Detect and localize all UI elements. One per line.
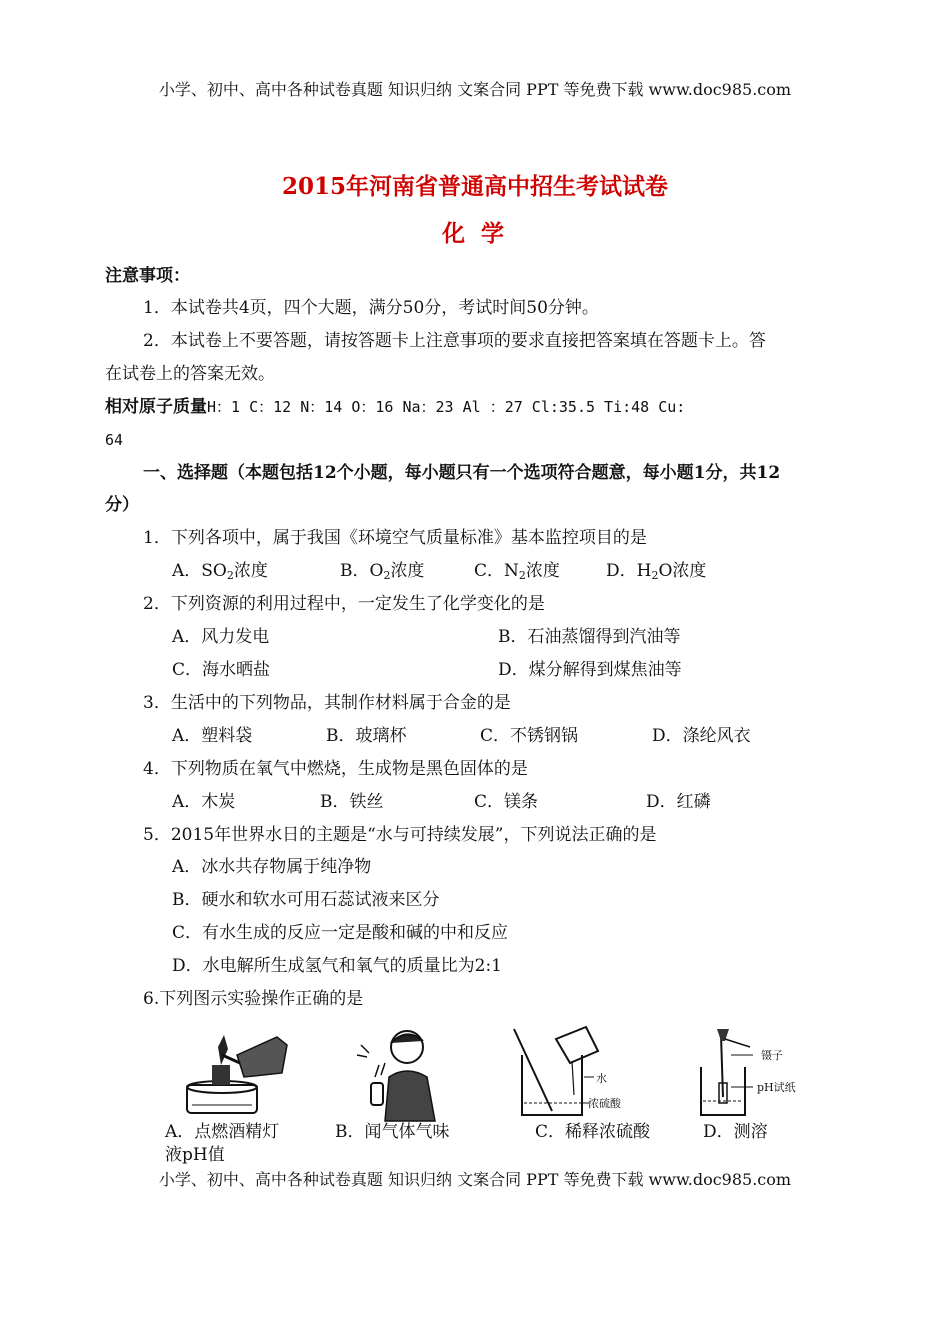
q2-option-c: C．海水晒盐	[172, 660, 271, 680]
q3-option-d: D．涤纶风衣	[652, 726, 751, 746]
page-footer: 小学、初中、高中各种试卷真题 知识归纳 文案合同 PPT 等免费下载 www.doc985.com	[158, 1170, 792, 1189]
figure-d-label-tweezers: 镊子	[761, 1049, 783, 1062]
notes-item-1: 1．本试卷共4页，四个大题，满分50分，考试时间50分钟。	[143, 298, 599, 318]
q6-stem: 6.下列图示实验操作正确的是	[143, 989, 364, 1009]
q6-option-c: C．稀释浓硫酸	[535, 1122, 651, 1142]
atomic-mass-cont: 64	[105, 431, 124, 449]
figure-measure-ph	[695, 1025, 815, 1125]
q2-option-b: B．石油蒸馏得到汽油等	[498, 627, 681, 647]
q5-option-b: B．硬水和软水可用石蕊试液来区分	[172, 890, 440, 910]
section-1-heading-cont: 分）	[105, 495, 139, 515]
q6-option-d: D．测溶	[703, 1122, 768, 1142]
q4-option-d: D．红磷	[646, 792, 711, 812]
notes-heading: 注意事项：	[105, 266, 190, 286]
q2-option-a: A．风力发电	[172, 627, 270, 647]
q4-option-a: A．木炭	[172, 792, 236, 812]
figure-smell-gas	[355, 1025, 450, 1125]
q1-stem: 1．下列各项中，属于我国《环境空气质量标准》基本监控项目的是	[143, 528, 647, 548]
exam-title: 2015年河南省普通高中招生考试试卷	[281, 173, 668, 200]
figure-c-label-water: 水	[596, 1072, 607, 1085]
atomic-mass-values: H：1 C：12 N：14 O：16 Na：23 Al ：27 Cl:35.5 Ti:48 Cu:	[207, 398, 686, 416]
q6-option-a: A．点燃酒精灯	[165, 1122, 280, 1142]
exam-subject: 化 学	[441, 220, 508, 247]
figure-dilute-acid	[512, 1025, 642, 1125]
notes-item-2: 2．本试卷上不要答题，请按答题卡上注意事项的要求直接把答案填在答题卡上。答	[143, 331, 766, 351]
figure-c-label-acid: 浓硫酸	[588, 1097, 621, 1110]
q3-option-a: A．塑料袋	[172, 726, 253, 746]
q1-option-d: D．$H_2O$浓度	[606, 561, 707, 582]
q4-option-c: C．镁条	[474, 792, 539, 812]
q5-stem: 5．2015年世界水日的主题是“水与可持续发展”，下列说法正确的是	[143, 825, 657, 845]
q6-option-b: B．闻气体气味	[335, 1122, 450, 1142]
notes-item-2-cont: 在试卷上的答案无效。	[105, 364, 275, 384]
q5-option-d: D．水电解所生成氢气和氧气的质量比为2:1	[172, 956, 502, 976]
q6-option-d-cont: 液pH值	[165, 1145, 225, 1165]
q1-option-a: A．$SO_2$浓度	[172, 561, 268, 582]
q4-option-b: B．铁丝	[320, 792, 384, 812]
q1-option-c: C．$N_2$浓度	[474, 561, 560, 582]
q5-option-a: A．冰水共存物属于纯净物	[172, 857, 372, 877]
q2-option-d: D．煤分解得到煤焦油等	[498, 660, 682, 680]
q3-stem: 3．生活中的下列物品，其制作材料属于合金的是	[143, 693, 511, 713]
q1-option-b: B．$O_2$浓度	[340, 561, 425, 582]
atomic-mass-label: 相对原子质量	[105, 397, 207, 417]
atomic-mass-line	[105, 396, 685, 418]
q3-option-c: C．不锈钢锅	[480, 726, 579, 746]
section-1-heading: 一、选择题（本题包括12个小题，每小题只有一个选项符合题意，每小题1分，共12	[143, 463, 781, 483]
q2-stem: 2．下列资源的利用过程中，一定发生了化学变化的是	[143, 594, 545, 614]
q4-stem: 4．下列物质在氧气中燃烧，生成物是黑色固体的是	[143, 759, 528, 779]
q5-option-c: C．有水生成的反应一定是酸和碱的中和反应	[172, 923, 509, 943]
figure-d-label-paper: pH试纸	[757, 1081, 796, 1094]
page-header: 小学、初中、高中各种试卷真题 知识归纳 文案合同 PPT 等免费下载 www.doc985.com	[158, 80, 792, 99]
q3-option-b: B．玻璃杯	[326, 726, 407, 746]
figure-alcohol-lamp	[182, 1025, 292, 1120]
